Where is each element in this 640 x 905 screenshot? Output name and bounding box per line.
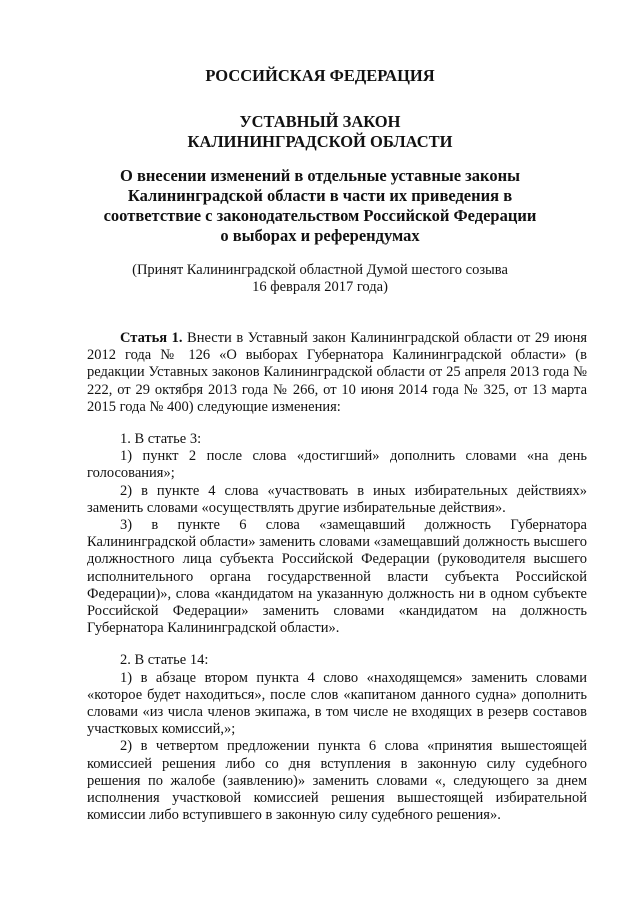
article-1-text: Внести в Уставный закон Калининградской области от 29 июня 2012 года № 126 «О выборах Губернатора Калининградской области» (в редакции Уставных законов Калининградской области от 25 апреля 2013 года № 222, от 29 октября 2013 года № 266, от 10 июня 2014 года № 325, от 13 марта 2015 года № 400) следующие изменения:: [87, 330, 587, 415]
adoption-note-line: (Принят Калининградской областной Думой шестого созыва: [132, 262, 508, 278]
section-1-item: 2) в пункте 4 слова «участвовать в иных избирательных действиях» заменить словами «осуществлять другие избирательные действия».: [87, 482, 587, 516]
federation-heading: РОССИЙСКАЯ ФЕДЕРАЦИЯ: [205, 66, 435, 85]
section-2-item: 1) в абзаце втором пункта 4 слово «находящемся» заменить словами «которое будет находиться», после слов «капитаном данного судна» дополнить словами «из числа членов экипажа, в том числе не входящих в резерв составов участковых комиссий,»;: [87, 669, 587, 738]
section-2-heading: 2. В статье 14:: [120, 652, 209, 669]
adoption-note-line: 16 февраля 2017 года): [252, 279, 388, 295]
section-1-heading: 1. В статье 3:: [120, 431, 202, 448]
law-title-line: о выборах и референдумах: [220, 226, 420, 245]
section-1-item: 1) пункт 2 после слова «достигший» дополнить словами «на день голосования»;: [87, 448, 587, 482]
section-1-item: 3) в пункте 6 слова «замещавший должность Губернатора Калининградской области» заменить словами «замещавший должность высшего должностного лица субъекта Российской Федерации (руководителя высшего исполнительного органа государственной власти субъекта Российской Федерации)», слова «кандидатом на указанную должность ни в одном субъекте Российской Федерации» заменить словами «кандидатом на должность Губернатора Калининградской области».: [87, 517, 587, 637]
law-body: [87, 330, 587, 824]
article-1-label: Статья 1.: [120, 330, 183, 346]
article-1-paragraph: [87, 330, 587, 416]
law-type-heading: [0, 112, 640, 152]
law-title: [0, 166, 640, 246]
law-type-line: КАЛИНИНГРАДСКОЙ ОБЛАСТИ: [187, 132, 453, 151]
law-type-line: УСТАВНЫЙ ЗАКОН: [239, 112, 401, 131]
law-title-line: соответствие с законодательством Российской Федерации: [103, 206, 537, 225]
law-title-line: О внесении изменений в отдельные уставные законы: [120, 166, 520, 185]
law-title-line: Калининградской области в части их приведения в: [127, 186, 513, 205]
section-2-item: 2) в четвертом предложении пункта 6 слова «принятия вышестоящей комиссией решения либо со дня вступления в законную силу судебного решения по жалобе (заявлению)» заменить словами «, следующего за днем исполнения участковой комиссией решения вышестоящей избирательной комиссии либо вступившего в законную силу судебного решения».: [87, 738, 587, 824]
adoption-note: [0, 262, 640, 296]
